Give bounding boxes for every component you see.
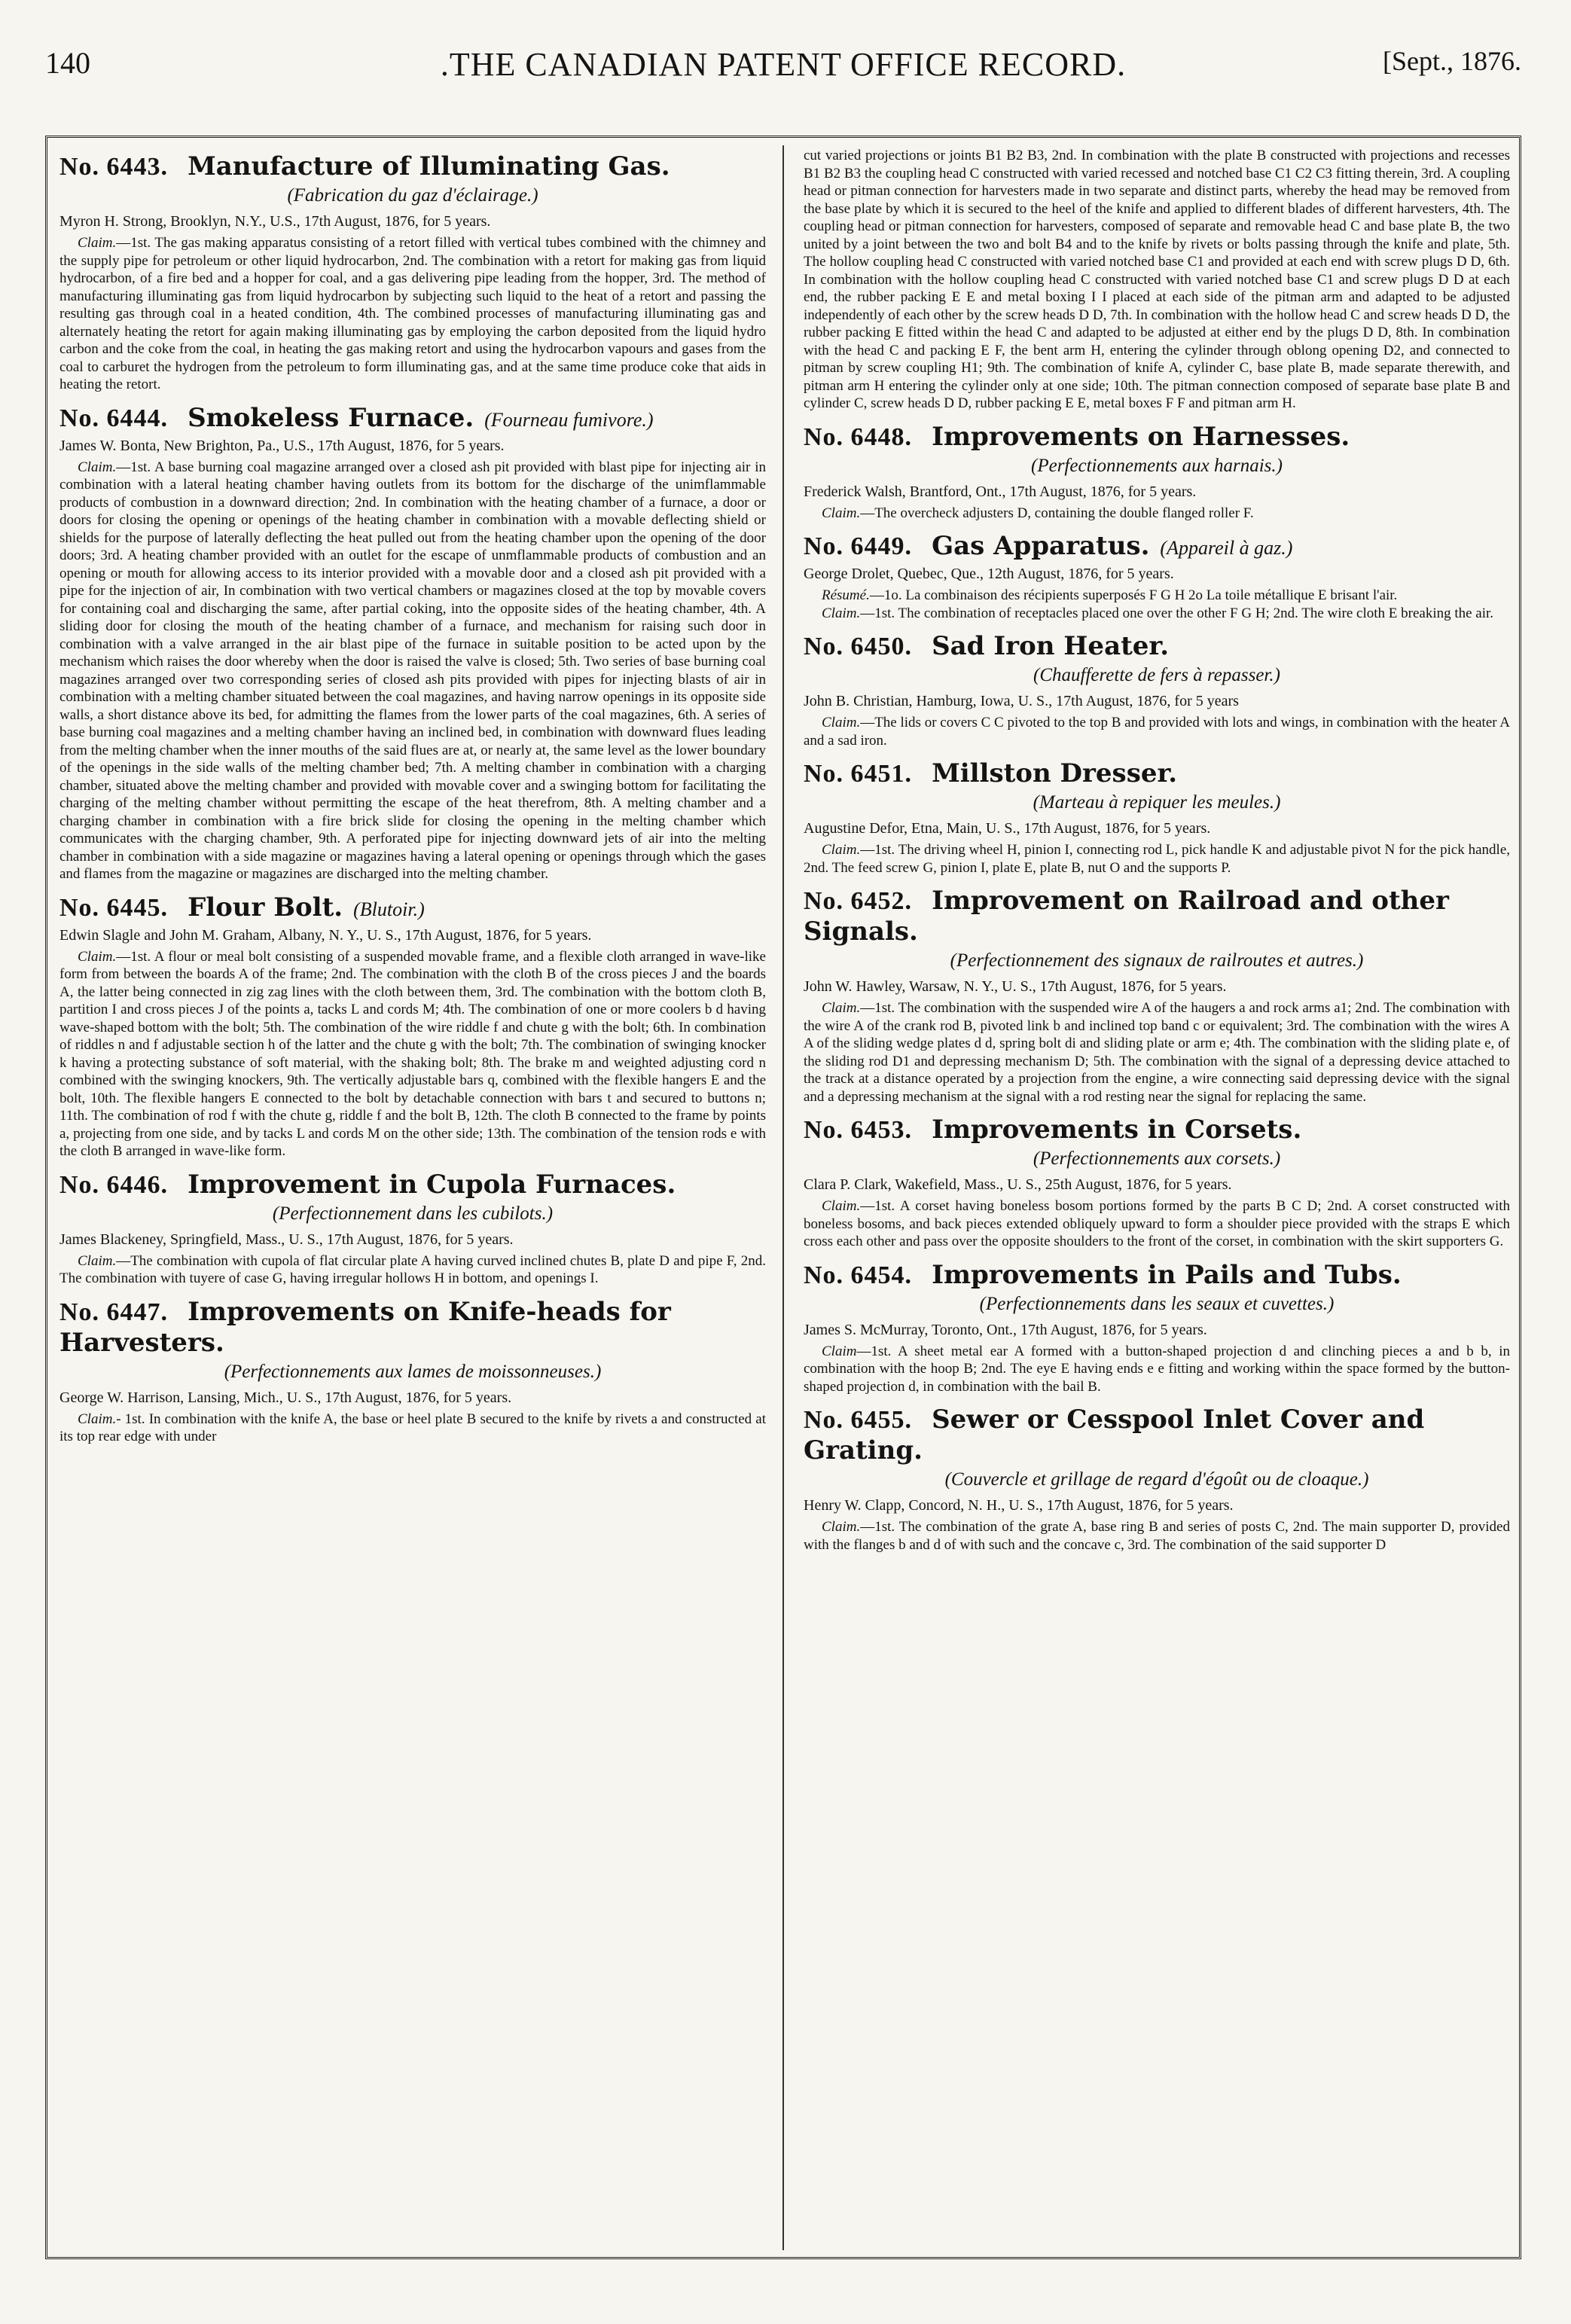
claim-text (59, 1252, 766, 1288)
patent-number: No. 6453. (804, 1116, 913, 1144)
french-title: (Perfectionnements dans les seaux et cuvettes.) (979, 1293, 1335, 1314)
publication-title: .THE CANADIAN PATENT OFFICE RECORD. (440, 46, 1127, 83)
applicant-line: James Blackeney, Springfield, Mass., U. S., 17th August, 1876, for 5 years. (59, 1231, 514, 1248)
applicant-line: Edwin Slagle and John M. Graham, Albany, N. Y., U. S., 17th August, 1876, for 5 years. (59, 926, 592, 944)
claim-text (59, 234, 766, 394)
french-title: (Fourneau fumivore.) (484, 408, 654, 431)
claim-body: —1st. A corset having boneless bosom portions formed by the parts B C D; 2nd. A corset constructed with boneless bosoms, and back pieces extended obliquely upward to form a shoulder piece provided with the straps E which cross each other and pass over the opposite shoulders to the front of the corset, in combination with the skirt supporters G. (804, 1198, 1510, 1249)
claim-body: —The lids or covers C C pivoted to the top B and provided with lots and wings, in combination with the heater A and a sad iron. (804, 715, 1510, 749)
claim-body: —1st. The combination of the grate A, base ring B and series of posts C, 2nd. The main supporter D, provided with the flanges b and d of with such and the concave c, 3rd. The combination of the said supporter D (804, 1519, 1510, 1553)
claim-lead: Claim. (78, 459, 117, 475)
french-title: (Perfectionnements aux lames de moissonneuses.) (224, 1361, 602, 1382)
patent-title: Flour Bolt. (188, 892, 343, 923)
french-title: (Blutoir.) (353, 898, 425, 920)
claim-lead: Claim. (822, 1519, 861, 1535)
patent-title: Improvements in Pails and Tubs. (932, 1259, 1402, 1290)
patent-number: No. 6455. (804, 1406, 913, 1434)
applicant-line: John B. Christian, Hamburg, Iowa, U. S., 17th August, 1876, for 5 years (804, 693, 1239, 709)
patent-number: No. 6449. (804, 532, 913, 560)
patent-title: Improvements on Knife-heads for Harvesters. (59, 1296, 671, 1358)
patent-entry-6455 (804, 1404, 1510, 1554)
patent-entry-6453 (804, 1115, 1510, 1251)
entry-heading (804, 631, 1510, 662)
patent-entry-6449 (804, 531, 1510, 622)
entry-heading (59, 1297, 766, 1359)
entry-heading (59, 151, 766, 182)
patent-number: No. 6448. (804, 422, 913, 451)
applicant-line: George W. Harrison, Lansing, Mich., U. S., 17th August, 1876, for 5 years. (59, 1389, 512, 1406)
claim-body: —1st. A flour or meal bolt consisting of a suspended movable frame, and a flexible cloth arranged in wave-like form from between the boards A of the frame; 2nd. The combination with the cloth B of the cross pieces J and the boards A, the latter being connected in zig zag lines with the cloth between them, 3rd. The combination with the bottom cloth B, partition I and cross pieces J of the points a, tacks L and cords M; 4th. The combination of one or more coolers b d having wave-shaped bottom with the bolt; 5th. The combination of the wire riddle f and chute g with the bolt; 6th. In combination of riddles n and f adjustable section h of the latter and the chute g with the bolt; 7th. The combination of swinging knocker k having a protecting substance of soft material, with the shaking bolt; 8th. The brake m and weighted adjusting cord n combined with the swinging knockers, 9th. The vertically adjustable bars q, combined with the flexible hangers E and the bolt, 10th. The flexible hangers E connected to the bolt by detachable connection with bars t and secured to buttons n; 11th. The combination of rod f with the chute g, riddle f and the bolt B, 12th. The cloth B connected to the frame by points a, projecting from one side, and by tacks L and cords M on the other side; 13th. The combination of the tension rods e with the cloth B arranged in wave-like form. (59, 948, 766, 1159)
claim-text (804, 505, 1510, 523)
patent-title: Improvements in Corsets. (932, 1115, 1302, 1145)
applicant-line: James S. McMurray, Toronto, Ont., 17th August, 1876, for 5 years. (804, 1321, 1207, 1338)
claim-text (804, 841, 1510, 877)
patent-number: No. 6444. (59, 404, 169, 432)
claim-body: —1st. The gas making apparatus consisting of a retort filled with vertical tubes combined with the chimney and the supply pipe for petroleum or other liquid hydrocarbon, 2nd. The combination with a retort for making gas from liquid hydrocarbon, of a fire bed and a hopper for coal, and a gas delivering pipe leading from the hopper, 3rd. The method of manufacturing illuminating gas from liquid hydrocarbon by subjecting such liquid to the heat of a retort and passing the resulting gas through coal in a heated condition, 4th. The combined processes of manufacturing illuminating gas and alternately heating the retort for again making illuminating gas by employing the carbon deposited from the liquid hydro carbon and the coke from the coal, in heating the gas making retort and using the hydrocarbon vapours and gases from the coal to carburet the hydrogen from the petroleum to form illuminating gas, and at the same time produce coke that aids in heating the retort. (59, 235, 766, 392)
column-divider (782, 145, 784, 2250)
entry-heading (804, 422, 1510, 453)
entry-heading (804, 1115, 1510, 1145)
claim-body: - 1st. In combination with the knife A, the base or heel plate B secured to the knife by rivets a and constructed at its top rear edge with under (59, 1411, 766, 1444)
patent-number: No. 6451. (804, 760, 913, 788)
patent-title: Gas Apparatus. (932, 531, 1150, 561)
claim-body: —1st. A sheet metal ear A formed with a button-shaped projection d and clinching pieces a and b b, in combination with the hoop B; 2nd. The eye E having ends e e fitting and working within the space formed by the button-shaped projection d, in combination with the bail B. (804, 1343, 1510, 1395)
patent-entry-6454 (804, 1260, 1510, 1396)
patent-entry-6447-continued (804, 147, 1510, 413)
entry-heading (804, 531, 1510, 563)
resume-text (804, 587, 1510, 605)
claim-lead: Claim. (822, 715, 861, 730)
french-title: (Perfectionnement des signaux de railroutes et autres.) (950, 950, 1364, 971)
claim-text (59, 1411, 766, 1446)
patent-entry-6450 (804, 631, 1510, 749)
claim-lead: Claim. (78, 1411, 117, 1427)
applicant-line: Henry W. Clapp, Concord, N. H., U. S., 17th August, 1876, for 5 years. (804, 1497, 1234, 1514)
issue-date: [Sept., 1876. (1383, 46, 1521, 76)
patent-entry-6451 (804, 758, 1510, 877)
claim-body: —1st. The driving wheel H, pinion I, connecting rod L, pick handle K and adjustable pivot N for the pick handle, 2nd. The feed screw G, pinion I, plate E, plate B, nut O and the supports P. (804, 842, 1510, 876)
applicant-line: Frederick Walsh, Brantford, Ont., 17th August, 1876, for 5 years. (804, 483, 1197, 500)
claim-lead: Claim (822, 1343, 857, 1359)
patent-title: Improvement in Cupola Furnaces. (188, 1169, 676, 1200)
claim-text (59, 948, 766, 1160)
french-title: (Fabrication du gaz d'éclairage.) (287, 185, 538, 206)
patent-number: No. 6452. (804, 887, 913, 915)
patent-title: Smokeless Furnace. (188, 402, 474, 433)
left-column (59, 147, 766, 2248)
claim-text (804, 1518, 1510, 1554)
patent-number: No. 6446. (59, 1170, 169, 1199)
patent-title: Sad Iron Heater. (932, 631, 1170, 661)
applicant-line: James W. Bonta, New Brighton, Pa., U.S., 17th August, 1876, for 5 years. (59, 437, 505, 454)
patent-entry-6445 (59, 892, 766, 1160)
claim-lead: Claim. (78, 235, 117, 251)
applicant-line: John W. Hawley, Warsaw, N. Y., U. S., 17th August, 1876, for 5 years. (804, 978, 1227, 995)
applicant-line: Myron H. Strong, Brooklyn, N.Y., U.S., 17th August, 1876, for 5 years. (59, 213, 491, 230)
applicant-line: Clara P. Clark, Wakefield, Mass., U. S., 25th August, 1876, for 5 years. (804, 1176, 1232, 1193)
claim-body: —1st. The combination with the suspended wire A of the haugers a and rock arms a1; 2nd. The combination with the wire A of the crank rod B, pivoted link b and inclined top band c or equivalent; 3rd. The combination with the wires A A of the sliding wedge plates d d, spring bolt di and sliding plate or arm e; 4th. The combination with the sliding plate e, of the sliding rod D1 and depressing mechanism D; 5th. The combination with the signal of a depressing device attached to the track at a distance operated by a projection from the engine, a wire connecting said depressing device with the signal and a depressing mechanism at the signal with a rod resting near the signal for replacing the same. (804, 1000, 1510, 1105)
claim-lead: Claim. (822, 1198, 861, 1214)
patent-entry-6443 (59, 151, 766, 394)
entry-heading (804, 886, 1510, 947)
patent-number: No. 6454. (804, 1261, 913, 1289)
french-title: (Perfectionnement dans les cubilots.) (272, 1203, 554, 1224)
french-title: (Marteau à repiquer les meules.) (1033, 792, 1281, 813)
french-title: (Couvercle et grillage de regard d'égoût ou de cloaque.) (944, 1469, 1369, 1490)
patent-title: Improvements on Harnesses. (932, 421, 1350, 452)
claim-lead: Claim. (822, 505, 861, 521)
patent-entry-6447 (59, 1297, 766, 1446)
patent-entry-6444 (59, 403, 766, 883)
entry-heading (59, 403, 766, 435)
entry-heading (804, 758, 1510, 789)
page-header (45, 45, 1521, 90)
entry-heading (59, 1170, 766, 1200)
claim-text (804, 999, 1510, 1106)
claim-lead: Claim. (822, 842, 861, 858)
page-number: 140 (45, 46, 90, 80)
claim-body: —1st. The combination of receptacles placed one over the other F G H; 2nd. The wire cloth E breaking the air. (860, 605, 1494, 621)
entry-heading (59, 892, 766, 925)
french-title: (Perfectionnements aux corsets.) (1033, 1148, 1281, 1169)
patent-title: Improvement on Railroad and other Signals. (804, 886, 1449, 947)
resume-lead: Résumé. (822, 587, 870, 603)
claim-lead: Claim. (822, 605, 861, 621)
claim-lead: Claim. (822, 1000, 861, 1016)
patent-entry-6448 (804, 422, 1510, 523)
french-title: (Appareil à gaz.) (1160, 537, 1293, 559)
french-title: (Perfectionnements aux harnais.) (1031, 455, 1283, 476)
right-column (804, 147, 1510, 2248)
applicant-line: George Drolet, Quebec, Que., 12th August, 1876, for 5 years. (804, 566, 1174, 582)
claim-lead: Claim. (78, 1252, 117, 1269)
patent-title: Sewer or Cesspool Inlet Cover and Grating. (804, 1404, 1425, 1465)
claim-text (804, 605, 1510, 623)
patent-title: Millston Dresser. (932, 758, 1178, 788)
entry-heading (804, 1260, 1510, 1291)
claim-lead: Claim. (78, 948, 117, 965)
claim-text (59, 459, 766, 883)
claim-text (804, 1197, 1510, 1251)
patent-title: Manufacture of Illuminating Gas. (188, 151, 670, 181)
page-frame (45, 136, 1521, 2259)
claim-body: —The combination with cupola of flat circular plate A having curved inclined chutes B, plate D and pipe F, 2nd. The combination with tuyere of case G, having irregular hollows H in bottom, and openings I. (59, 1252, 766, 1286)
claim-body: —1st. A base burning coal magazine arranged over a closed ash pit provided with blast pipe for injecting air in combination with a lateral heating chamber having outlets from its bottom for the discharge of the unimflammable products of combustion in a downward direction; 2nd. In combination with the heating chamber of a furnace, a door or doors for closing the opening or openings of the heating chamber in combination with a movable deflecting shield or shields for the purpose of laterally deflecting the heat pulled out from the heating chamber upon the opening of the door doors; 3rd. A heating chamber provided with an outlet for the escape of unmflammable products of combustion and an opening or mouth for allowing access to its interior provided with a movable door and a closed ash pit provided with a pipe for the injection of air, In combination with two vertical chambers or magazines closed at the top by movable covers for containing coal and discharging the same, after partial coking, into the opposite sides of the heating chamber, 4th. A sliding door for closing the mouth of the heating chamber of a furnace, and mechanism for raising such door in combination with a valve arranged in the air blast pipe of the furnace in suitable position to be acted upon by the mechanism which raises the door whereby when the door is raised the valve is closed; 5th. Two series of base burning coal magazines arranged over two corresponding series of closed ash pits provided with pipes for injecting blasts of air in combination with a melting chamber situated between the coal magazines, and having narrow openings in its opposite side walls, a short distance above its bed, for admitting the flames from the lower parts of the coal magazines, 6th. A series of base burning coal magazines and a melting chamber having an inclined bed, in combination with downward flues leading from the melting chamber when the inner mouths of the said flues are at, or nearly at, the same level as the lower boundary of the openings in the side walls of the melting chamber bed; 7th. A melting chamber in combination with a charging chamber, situated above the melting chamber and provided with movable cover and a swinging bottom for facilitating the charging of the melting chamber without permitting the escape of the heat therefrom, 8th. A melting chamber and a charging chamber in combination with a fire brick slide for closing the opening in the melting chamber which communicates with the charging chamber, 9th. A perforated pipe for injecting downward jets of air into the melting chamber in combination with a side magazine or magazines having a lateral opening or openings through which the gases and flames from the magazine or magazines are discharged into the melting chamber. (59, 459, 766, 882)
claim-continuation: cut varied projections or joints B1 B2 B3, 2nd. In combination with the plate B constructed with projections and recesses B1 B2 B3 the coupling head C constructed with varied recessed and notched base C1 C2 C3 fitting therein, 3rd. A coupling head or pitman connection for harvesters made in two separate and distinct parts, whereby the head may be removed from the base plate by which it is secured to the heel of the knife and applied to different blades of different harvesters, 4th. The coupling head or pitman connection for harvesters, composed of separate and removable head C and base plate B, the two united by a joint between the two and bolt B4 and to the knife by rivets or bolts passing through the knife and plate, 5th. The hollow coupling head C constructed with varied notched base C1 and provided at each end with screw plugs D D, 6th. In combination with the hollow coupling head C constructed with varied notched base C1 and screw plugs D D at each end, the rubber packing E E and metal boxing I I placed at each side of the pitman arm and adapted to be adjusted independently of each other by the screw heads D D, 7th. In combination with the hollow head C and screw heads D D, the rubber packing E fitted within the head C and adapted to be adjusted at either end by the plugs D D, 8th. In combination with the head C and packing E F, the bent arm H, entering the cylinder through oblong opening D2, and connected to pitman by screw coupling H1; 9th. The combination of knife A, cylinder C, base plate B, made separate therewith, and pitman arm H entering the cylinder only at one side; 10th. The pitman connection composed of separate base plate B and cylinder C, screw heads D D, rubber packing E E, metal boxes F F and pitman arm H. (804, 148, 1510, 411)
patent-number: No. 6450. (804, 633, 913, 660)
patent-number: No. 6447. (59, 1298, 169, 1326)
patent-number: No. 6443. (59, 153, 169, 181)
claim-text (804, 714, 1510, 749)
french-title: (Chaufferette de fers à repasser.) (1033, 665, 1280, 685)
patent-number: No. 6445. (59, 893, 169, 922)
patent-entry-6446 (59, 1170, 766, 1288)
patent-entry-6452 (804, 886, 1510, 1106)
resume-body: —1o. La combinaison des récipients superposés F G H 2o La toile métallique E brisant l'air. (869, 587, 1398, 603)
entry-heading (804, 1404, 1510, 1466)
applicant-line: Augustine Defor, Etna, Main, U. S., 17th August, 1876, for 5 years. (804, 820, 1211, 837)
claim-body: —The overcheck adjusters D, containing the double flanged roller F. (860, 505, 1254, 521)
claim-text (804, 1343, 1510, 1396)
